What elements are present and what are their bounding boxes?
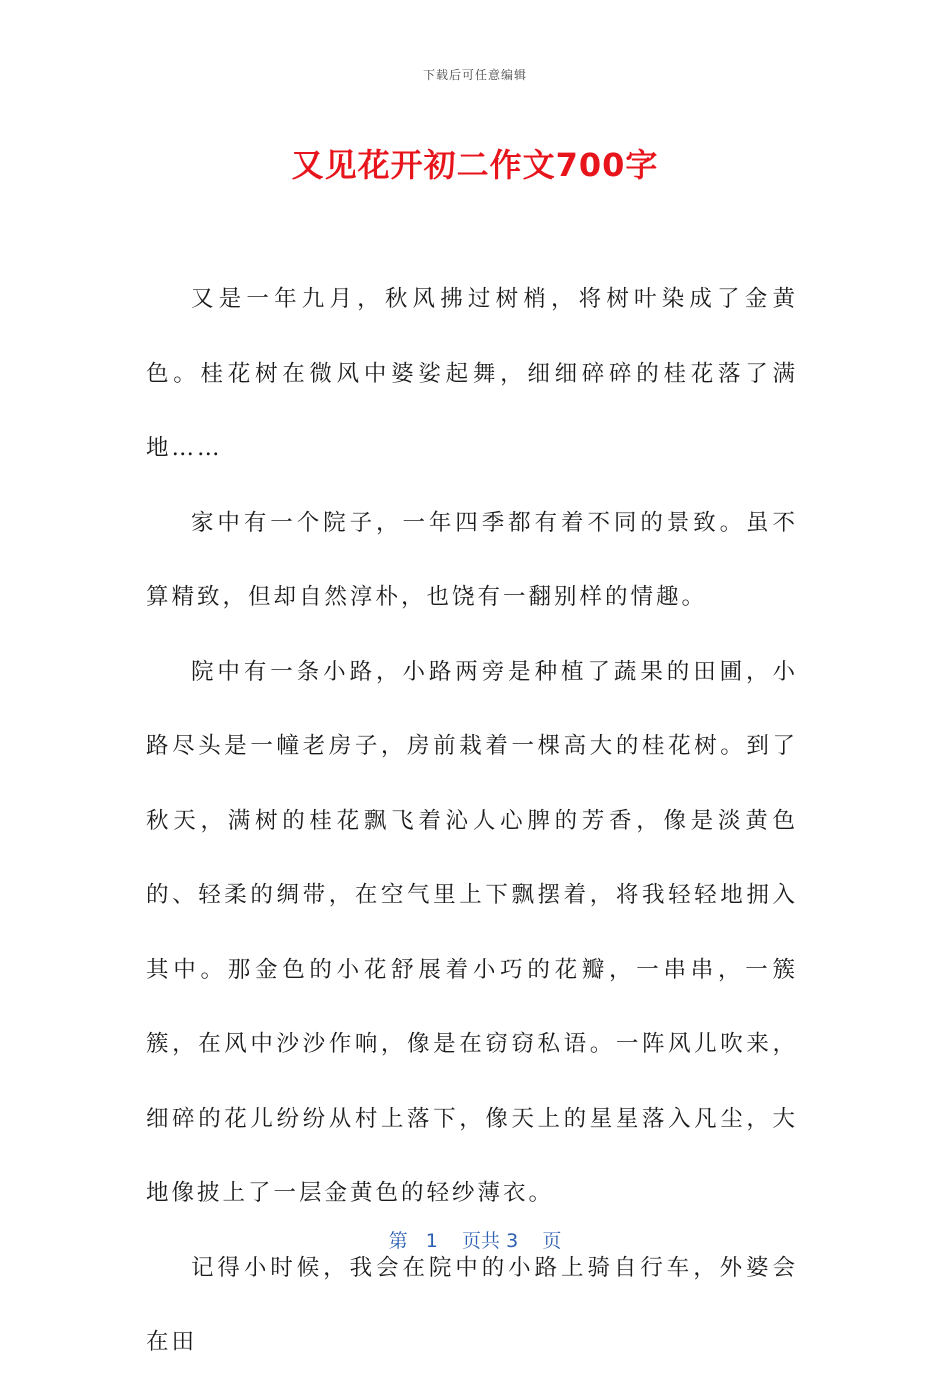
page-footer <box>0 1226 950 1253</box>
page-label-middle: 页共 <box>462 1230 501 1252</box>
total-pages-number: 3 <box>506 1230 519 1252</box>
document-body <box>146 262 798 1380</box>
header-note: 下载后可任意编辑 <box>422 68 527 82</box>
current-page-number: 1 <box>425 1230 438 1252</box>
paragraph: 院中有一条小路，小路两旁是种植了蔬果的田圃，小路尽头是一幢老房子，房前栽着一棵高大的桂花树。到了秋天，满树的桂花飘飞着沁人心脾的芳香，像是淡黄色的、轻柔的绸带，在空气里上下飘摆着，将我轻轻地拥入其中。那金色的小花舒展着小巧的花瓣，一串串，一簇簇，在风中沙沙作响，像是在窃窃私语。一阵风儿吹来，细碎的花儿纷纷从村上落下，像天上的星星落入凡尘，大地像披上了一层金黄色的轻纱薄衣。 <box>146 658 798 1206</box>
page-label-prefix: 第 <box>388 1230 408 1252</box>
paragraph: 记得小时候，我会在院中的小路上骑自行车，外婆会在田 <box>146 1254 798 1355</box>
page-label-suffix: 页 <box>542 1230 562 1252</box>
paragraph: 又是一年九月，秋风拂过树梢，将树叶染成了金黄色。桂花树在微风中婆娑起舞，细细碎碎的桂花落了满地…… <box>146 286 798 461</box>
document-title: 又见花开初二作文700字 <box>291 146 659 184</box>
paragraph: 家中有一个院子，一年四季都有着不同的景致。虽不算精致，但却自然淳朴，也饶有一翻别样的情趣。 <box>146 509 798 610</box>
